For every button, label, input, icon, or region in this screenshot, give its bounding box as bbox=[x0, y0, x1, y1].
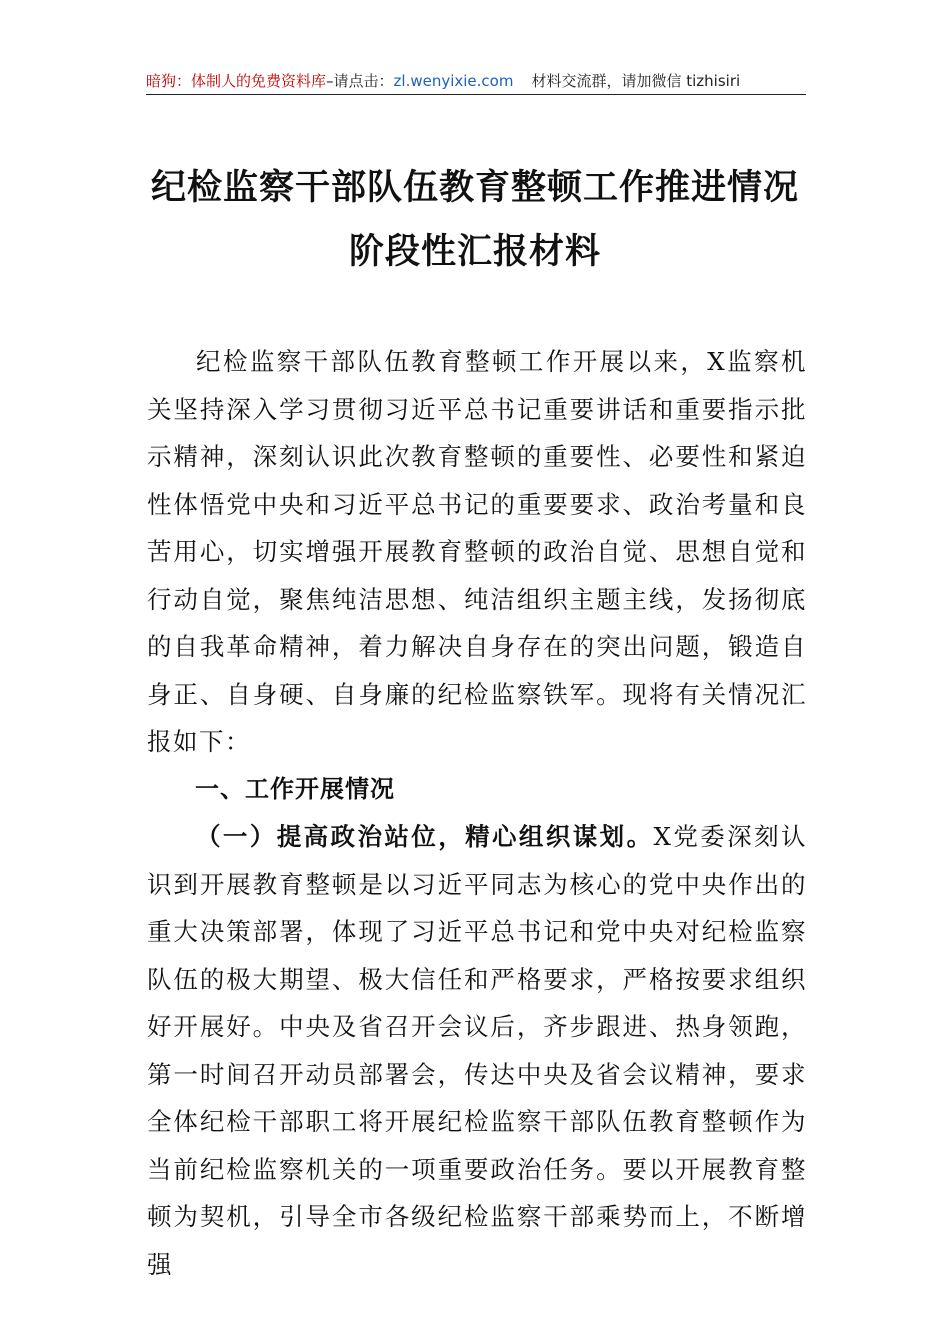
subsection-heading: （一）提高政治站位，精心组织谋划。 bbox=[196, 822, 654, 851]
document-title-line-2: 阶段性汇报材料 bbox=[348, 232, 601, 272]
page-header bbox=[146, 68, 806, 95]
document-title-line-1: 纪检监察干部队伍教育整顿工作推进情况 bbox=[150, 168, 799, 208]
document-body bbox=[147, 338, 807, 1288]
header-promo-text: 暗狗：体制人的免费资料库 bbox=[146, 72, 327, 90]
subsection-paragraph bbox=[147, 813, 807, 1288]
section-heading: 一、工作开展情况 bbox=[195, 774, 395, 803]
header-link[interactable]: zl.wenyixie.com bbox=[393, 72, 514, 90]
intro-paragraph: 纪检监察干部队伍教育整顿工作开展以来，X监察机关坚持深入学习贯彻习近平总书记重要讲话和重要指示批示精神，深刻认识此次教育整顿的重要性、必要性和紧迫性体悟党中央和习近平总书记的重要要求、政治考量和良苦用心，切实增强开展教育整顿的政治自觉、思想自觉和行动自觉，聚焦纯洁思想、纯洁组织主题主线，发扬彻底的自我革命精神，着力解决自身存在的突出问题，锻造自身正、自身硬、自身廉的纪检监察铁军。现将有关情况汇报如下： bbox=[147, 347, 807, 756]
subsection-text: X党委深刻认识到开展教育整顿是以习近平同志为核心的党中央作出的重大决策部署，体现了习近平总书记和党中央对纪检监察队伍的极大期望、极大信任和严格要求，严格按要求组织好开展好。中央及省召开会议后，齐步跟进、热身领跑，第一时间召开动员部署会，传达中央及省会议精神，要求全体纪检干部职工将开展纪检监察干部队伍教育整顿作为当前纪检监察机关的一项重要政治任务。要以开展教育整顿为契机，引导全市各级纪检监察干部乘势而上，不断增强 bbox=[147, 822, 807, 1279]
header-hint-text: –请点击： bbox=[326, 72, 394, 90]
header-group-text: 材料交流群，请加微信 tizhisiri bbox=[531, 72, 741, 90]
